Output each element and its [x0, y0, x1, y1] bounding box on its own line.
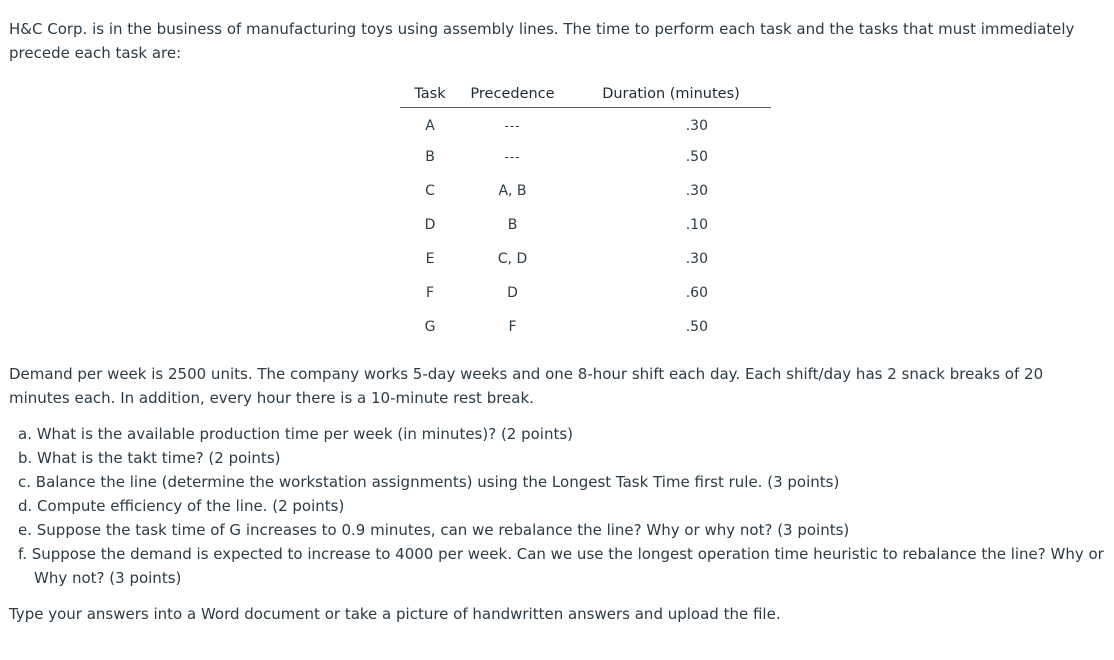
- header-task: Task: [400, 81, 460, 108]
- duration-cell: .50: [685, 319, 708, 335]
- task-table: [400, 81, 771, 344]
- submission-instructions: Type your answers into a Word document or take a picture of handwritten answers and upload the file.: [9, 605, 781, 623]
- table-header-row: [400, 81, 771, 108]
- task-cell: A: [425, 117, 435, 134]
- table-row: [400, 174, 771, 208]
- question-item: c. Balance the line (determine the workstation assignments) using the Longest Task Time first rule. (3 points): [18, 473, 840, 491]
- duration-cell: .30: [685, 117, 708, 134]
- table-row: [400, 108, 771, 141]
- task-cell: D: [424, 217, 436, 233]
- header-precedence: Precedence: [460, 81, 565, 108]
- precedence-cell: A, B: [498, 183, 527, 199]
- precedence-cell: F: [508, 319, 517, 335]
- question-item: b. What is the takt time? (2 points): [18, 449, 281, 467]
- precedence-cell: ---: [504, 150, 521, 164]
- precedence-cell: D: [507, 285, 518, 301]
- table-row: [400, 208, 771, 242]
- intro-paragraph: H&C Corp. is in the business of manufacturing toys using assembly lines. The time to perform each task and the tasks that must immediately precede each task are:: [9, 20, 1075, 62]
- question-item: f. Suppose the demand is expected to increase to 4000 per week. Can we use the longest operation time heuristic to rebalance the line? Why or Why not? (3 points): [18, 545, 1104, 587]
- question-list: [18, 422, 1108, 590]
- table-row: [400, 310, 771, 344]
- precedence-cell: C, D: [497, 251, 528, 267]
- duration-cell: .30: [685, 251, 708, 267]
- question-item: a. What is the available production time per week (in minutes)? (2 points): [18, 425, 574, 443]
- task-cell: E: [425, 251, 435, 267]
- task-cell: C: [425, 183, 435, 199]
- task-cell: B: [425, 149, 435, 165]
- table-row: [400, 276, 771, 310]
- question-item: e. Suppose the task time of G increases to 0.9 minutes, can we rebalance the line? Why or why not? (3 points): [18, 521, 850, 539]
- precedence-cell: ---: [504, 118, 521, 133]
- demand-paragraph: Demand per week is 2500 units. The company works 5-day weeks and one 8-hour shift each day. Each shift/day has 2 snack breaks of 20 minutes each. In addition, every hour there is a 10-minute rest break.: [9, 365, 1044, 407]
- task-cell: F: [425, 285, 435, 301]
- duration-cell: .10: [685, 217, 708, 233]
- header-duration: Duration (minutes): [565, 81, 771, 108]
- duration-cell: .30: [685, 183, 708, 199]
- table-row: [400, 242, 771, 276]
- duration-cell: .50: [685, 149, 708, 165]
- precedence-cell: B: [507, 217, 518, 233]
- question-item: d. Compute efficiency of the line. (2 points): [18, 497, 345, 515]
- duration-cell: .60: [685, 285, 708, 301]
- task-cell: G: [424, 319, 436, 335]
- table-row: [400, 140, 771, 174]
